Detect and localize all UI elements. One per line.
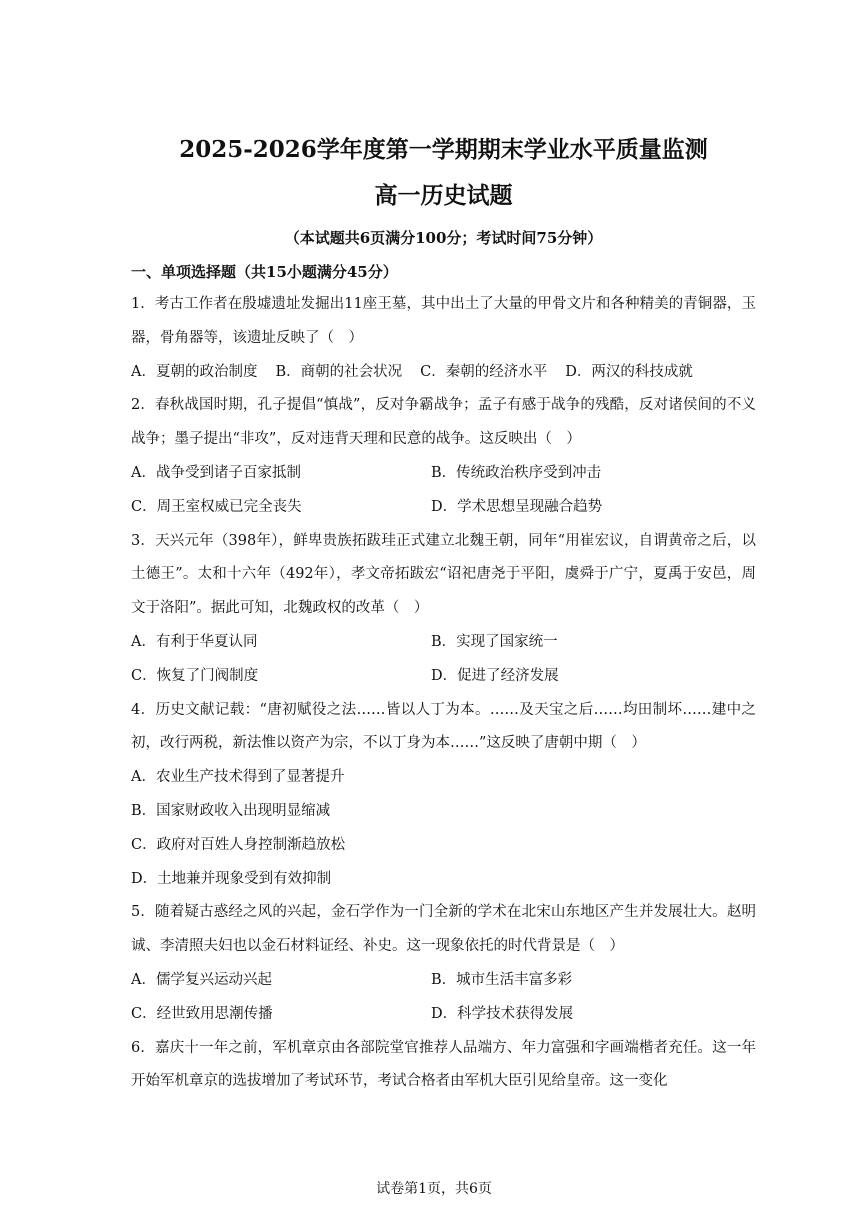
option-d: D．促进了经济发展 <box>431 667 559 684</box>
question-options <box>131 964 756 1032</box>
exam-title: 2025-2026学年度第一学期期末学业水平质量监测 <box>179 136 708 163</box>
question-5 <box>131 896 756 1031</box>
option-b: B．传统政治秩序受到冲击 <box>431 464 602 481</box>
option-d: D．土地兼并现象受到有效抑制 <box>131 870 332 887</box>
question-options <box>131 457 756 525</box>
option-c: C．周王室权威已完全丧失 <box>131 498 302 515</box>
page-footer: 试卷第1页，共6页 <box>376 1181 492 1197</box>
option-c: C．政府对百姓人身控制渐趋放松 <box>131 836 346 853</box>
option-a: A．战争受到诸子百家抵制 <box>131 464 301 481</box>
question-2 <box>131 389 756 524</box>
option-b: B．实现了国家统一 <box>431 633 558 650</box>
option-c: C．经世致用思潮传播 <box>131 1005 273 1022</box>
exam-note: （本试题共6页满分100分；考试时间75分钟） <box>284 229 603 247</box>
option-d: D．学术思想呈现融合趋势 <box>431 498 603 515</box>
question-stem: 1．考古工作者在殷墟遗址发掘出11座王墓，其中出土了大量的甲骨文片和各种精美的青铜器，玉器，骨角器等，该遗址反映了（ ） <box>131 296 756 346</box>
option-a: A．有利于华夏认同 <box>131 633 258 650</box>
option-a: A．农业生产技术得到了显著提升 <box>131 769 345 786</box>
question-1 <box>131 288 756 389</box>
section-heading: 一、单项选择题（共15小题满分45分） <box>131 263 398 281</box>
question-4 <box>131 694 756 897</box>
option-a: A．儒学复兴运动兴起 <box>131 971 272 988</box>
option-b: B．国家财政收入出现明显缩减 <box>131 802 331 819</box>
option-b: B．商朝的社会状况 <box>275 363 403 380</box>
question-options <box>131 356 756 390</box>
option-c: C．恢复了门阀制度 <box>131 667 259 684</box>
question-3 <box>131 525 756 694</box>
question-stem: 3．天兴元年（398年），鲜卑贵族拓跋珪正式建立北魏王朝，同年“用崔宏议，自谓黄帝之后，以土德王”。太和十六年（492年），孝文帝拓跋宏“诏祀唐尧于平阳，虞舜于广宁，夏禹于安邑，周文于洛阳”。据此可知，北魏政权的改革（ ） <box>131 532 756 617</box>
question-stem: 6．嘉庆十一年之前，军机章京由各部院堂官推荐人品端方、年力富强和字画端楷者充任。这一年开始军机章京的选拔增加了考试环节，考试合格者由军机大臣引见给皇帝。这一变化 <box>131 1039 756 1090</box>
question-stem: 2．春秋战国时期，孔子提倡“慎战”，反对争霸战争；孟子有感于战争的残酷，反对诸侯间的不义战争；墨子提出“非攻”，反对违背天理和民意的战争。这反映出（ ） <box>131 397 756 448</box>
option-c: C．秦朝的经济水平 <box>420 363 548 380</box>
exam-subtitle: 高一历史试题 <box>374 182 513 209</box>
option-d: D．两汉的科技成就 <box>565 363 693 380</box>
question-stem: 5．随着疑古惑经之风的兴起，金石学作为一门全新的学术在北宋山东地区产生并发展壮大。赵明诚、李清照夫妇也以金石材料证经、补史。这一现象依托的时代背景是（ ） <box>131 904 756 955</box>
question-6 <box>131 1032 756 1100</box>
option-b: B．城市生活丰富多彩 <box>431 971 573 988</box>
option-a: A．夏朝的政治制度 <box>131 363 258 380</box>
question-stem: 4．历史文献记载：“唐初赋役之法……皆以人丁为本。……及天宝之后……均田制坏……建中之初，改行两税，新法惟以资产为宗，不以丁身为本……”这反映了唐朝中期（ ） <box>131 701 756 752</box>
option-d: D．科学技术获得发展 <box>431 1005 574 1022</box>
question-options <box>131 626 756 694</box>
